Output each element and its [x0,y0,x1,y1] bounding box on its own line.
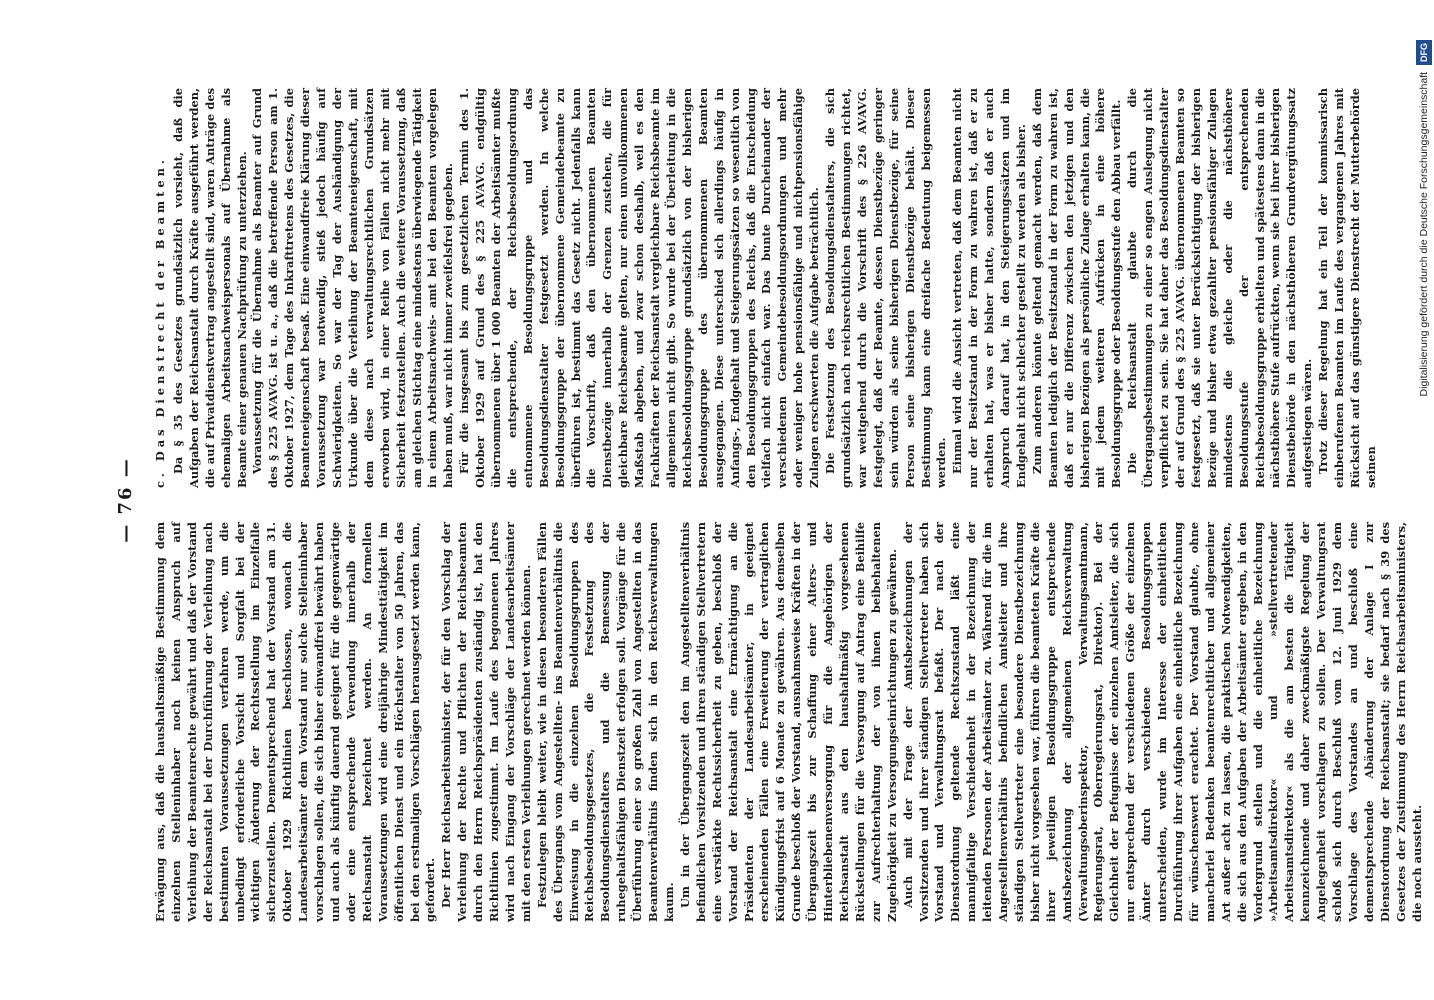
section-heading: c. Das Dienstrecht der Beamten. [153,156,167,488]
paragraph: Die Festsetzung des Besoldungsdienstalters, die sich grundsätzlich nach reichsrechtlichen Bestimmungen richtet, war weitgehend durch die Vorschrift des § 226 AVAVG. festgelegt, daß der Beamte, dessen Dienstbezüge geringer sein würden als seine bisherigen Dienstbezüge, für seine Person seine bisherigen Dienstbezüge behält. Dieser Bestimmung kann eine dreifache Bedeutung beigemessen werden. [823,88,949,488]
paragraph: Erwägung aus, daß die haushaltsmäßige Bestimmung dem einzelnen Stelleninhaber noch keinen Anspruch auf Verleihung der Beamtenrechte gewährt und daß der Vorstand der Reichsanstalt bei der Durchführung der Verleihung nach bestimmten Voraussetzungen verfahren werde, um die unbedingt erforderliche Vorsicht und Sorgfalt bei der wichtigen Änderung der Rechtsstellung im Einzelfalle sicherzustellen. Dementsprechend hat der Vorstand am 31. Oktober 1929 Richtlinien beschlossen, wonach die Landesarbeitsämter dem Vorstand nur solche Stelleninhaber vorschlagen sollen, die sich bisher einwandfrei bewährt haben und auch als künftig dauernd geeignet für die gegenwärtige oder eine entsprechende Verwendung innerhalb der Reichsanstalt bezeichnet werden. An formellen Voraussetzungen wird eine dreijährige Mindesttätigkeit im öffentlichen Dienst und ein Höchstalter von 50 Jahren, das bei den erstmaligen Vorschlägen herausgesetzt werden kann, gefordert. [153,522,438,922]
right-text-column [153,88,1380,488]
digitization-credit [1416,40,1432,960]
page-number-header: — 76 — [115,457,136,543]
paragraph: Festzulegen bleibt weiter, wie in diesen besonderen Fällen des Übergangs vom Angestellten- ins Beamtenverhältnis die Einweisung in die einzelnen Besoldungsgruppen des Reichsbesoldungsgesetzes, die Festsetzung des Besoldungsdienstalters und die Bemessung der ruhegehaltsfähigen Dienstzeit erfolgen soll. Vorgänge für die Überführung einer so großen Zahl von Angestellten in das Beamtenverhältnis finden sich in den Reichsverwaltungen kaum. [534,522,676,922]
left-text-column [153,522,1426,922]
paragraph: Trotz dieser Regelung hat ein Teil der kommissarisch einberufenen Beamten im Laufe des vergangenen Jahres mit Rücksicht auf das günstigere Dienstrecht der Mutterbehörde seinen [1316,88,1378,488]
paragraph: Da § 35 des Gesetzes grundsätzlich vorsieht, daß die Aufgaben der Reichsanstalt durch Kräfte ausgeführt werden, die auf Privatdienstvertrag angestellt sind, waren Anträge des ehemaligen Arbeitsnachweispersonals auf Übernahme als Beamte einer genauen Nachprüfung zu unterziehen. [170,88,249,488]
paragraph: Einmal wird die Ansicht vertreten, daß dem Beamten nicht nur der Besitzstand in der Form zu wahren ist, daß er zu erhalten hat, was er bisher hatte, sondern daß er auch Anspruch darauf hat, in den Steigerungssätzen und im Endgehalt nicht schlechter gestellt zu werden als bisher. [950,88,1028,488]
dfg-logo: DFG [1416,40,1432,65]
paragraph: Der Herr Reichsarbeitsminister, der für den Vorschlag der Verleihung der Rechte und Pflichten der Reichsbeamten durch den Herrn Reichspräsidenten zuständig ist, hat den Richtlinien zugestimmt. Im Laufe des begonnenen Jahres wird nach Eingang der Vorschläge der Landesarbeitsämter mit den ersten Verleihungen gerechnet werden können. [439,522,533,922]
paragraph: Auch mit der Frage der Amtsbezeichnungen der Vorsitzenden und ihrer ständigen Stellvertreter haben sich Vorstand und Verwaltungsrat befaßt. Der nach der Dienstordnung geltende Rechtszustand läßt eine mannigfaltige Verschiedenheit in der Bezeichnung der leitenden Personen der Arbeitsämter zu. Während für die im Angestelltenverhältnis befindlichen Amtsleiter und ihre ständigen Stellvertreter eine besondere Dienstbezeichnung bisher nicht vorgesehen war, führen die beamteten Kräfte die ihrer jeweiligen Besoldungsgruppe entsprechende Amtsbezeichnung der allgemeinen Reichsverwaltung (Verwaltungsoberinspektor, Verwaltungsamtmann, Regierungsrat, Oberregierungsrat, Direktor). Bei der Gleichheit der Befugnisse der einzelnen Amtsleiter, die sich nur entsprechend der verschiedenen Größe der einzelnen Ämter durch verschiedene Besoldungsgruppen unterscheiden, wurde im Interesse der einheitlichen Durchführung ihrer Aufgaben eine einheitliche Bezeichnung für wünschenswert erachtet. Der Vorstand glaubte, ohne mancherlei Bedenken beamtenrechtlicher und allgemeiner Art außer acht zu lassen, die praktischen Notwendigkeiten, die sich aus den Aufgaben der Arbeitsämter ergeben, in den Vordergrund stellen und die einheitliche Bezeichnung »Arbeitsamtsdirektor« und »stellvertretender Arbeitsamtsdirektor« als die am besten die Tätigkeit kennzeichnende und daher zweckmäßigste Regelung der Angelegenheit vorschlagen zu sollen. Der Verwaltungsrat schloß sich durch Beschluß vom 12. Juni 1929 dem Vorschlage des Vorstandes an und beschloß eine dementsprechende Abänderung der Anlage I zur Dienstordnung der Reichsanstalt; sie bedarf nach § 39 des Gesetzes der Zustimmung des Herrn Reichsarbeitsministers, die noch aussteht. [900,522,1424,922]
digitization-credit-text: Digitalisierung gefördert durch die Deutsche Forschungsgemeinschaft [1418,71,1430,397]
paragraph: Für die insgesamt bis zum gesetzlichen Termin des 1. Oktober 1929 auf Grund des § 225 AVAVG. endgültig übernommenen über 1 000 Beamten der Arbeitsämter mußte die entsprechende, der Reichsbesoldungsordnung entnommene Besoldungsgruppe und das Besoldungsdienstalter festgesetzt werden. In welche Besoldungsgruppe der übernommene Gemeindebeamte zu überführen ist, bestimmt das Gesetz nicht. Jedenfalls kann die Vorschrift, daß den übernommenen Beamten Dienstbezüge innerhalb der Grenzen zustehen, die für gleichbare Reichsbeamte gelten, nur einen unvollkommenen Maßstab abgeben, und zwar schon deshalb, weil es den Fachkräften der Reichsanstalt vergleichbare Reichsbeamte im allgemeinen nicht gibt. So wurde bei der Überleitung in die Reichsbesoldungsgruppe grundsätzlich von der bisherigen Besoldungsgruppe des übernommenen Beamten ausgegangen. Diese unterschied sich allerdings häufig in Anfangs-, Endgehalt und Steigerungssätzen so wesentlich von den Besoldungsgruppen des Reichs, daß die Entscheidung vielfach nicht einfach war. Das bunte Durcheinander der verschiedenen Gemeindebesoldungsordnungen und mehr oder weniger hohe pensionsfähige und nichtpensionsfähige Zulagen erschwerten die Aufgabe beträchtlich. [457,88,822,488]
paragraph: Um in der Übergangszeit den im Angestelltenverhältnis befindlichen Vorsitzenden und ihren ständigen Stellvertretern eine verstärkte Rechtssicherheit zu geben, beschloß der Vorstand der Reichsanstalt eine Ermächtigung an die Präsidenten der Landesarbeitsämter, in geeignet erscheinenden Fällen eine Erweiterung der vertraglichen Kündigungsfrist auf 6 Monate zu gewähren. Aus demselben Grunde beschloß der Vorstand, ausnahmsweise Kräften in der Übergangszeit bis zur Schaffung einer Alters- und Hinterbliebenenversorgung für die Angehörigen der Reichsanstalt aus den haushaltmäßig vorgesehenen Rückstellungen für die Versorgung auf Antrag eine Beihilfe zur Aufrechterhaltung der von ihnen beibehaltenen Zugehörigkeit zu Versorgungseinrichtungen zu gewähren. [677,522,899,922]
paragraph: Die Reichsanstalt glaubte durch die Übergangsbestimmungen zu einer so engen Auslegung nicht verpflichtet zu sein. Sie hat daher das Besoldungsdienstalter der auf Grund des § 225 AVAVG. übernommenen Beamten so festgesetzt, daß sie unter Berücksichtigung der bisherigen Bezüge und bisher etwa gezahlter pensionsfähiger Zulagen mindestens die gleiche oder die nächsthöhere Besoldungsstufe der entsprechenden Reichsbesoldungsgruppe erhielten und spätestens dann in die nächsthöhere Stufe aufrückten, wenn sie bei ihrer bisherigen Dienstbehörde in den nächsthöheren Grundvergütungssatz aufgestiegen wären. [1125,88,1315,488]
paragraph: Voraussetzung für die Übernahme als Beamter auf Grund des § 225 AVAVG. ist u. a., daß die betreffende Person am 1. Oktober 1927, dem Tage des Inkrafttretens des Gesetzes, die Beamteneigenschaft besaß. Eine einwandfreie Klärung dieser Voraussetzung war notwendig, stieß jedoch häufig auf Schwierigkeiten. So war der Tag der Aushändigung der Urkunde über die Verleihung der Beamteneigenschaft, mit dem diese nach verwaltungsrechtlichen Grundsätzen erworben wird, in einer Reihe von Fällen nicht mehr mit Sicherheit festzustellen. Auch die weitere Voraussetzung, daß am gleichen Stichtag eine mindestens überwiegende Tätigkeit in einem Arbeitsnachweis- amt bei den Beamten vorgelegen haben muß, war nicht immer zweifelsfrei gegeben. [250,88,456,488]
paragraph: Zum anderen könnte geltend gemacht werden, daß dem Beamten lediglich der Besitzstand in der Form zu wahren ist, daß er nur die Differenz zwischen den jetzigen und den bisherigen Bezügen als persönliche Zulage erhalten kann, die mit jedem weiteren Aufrücken in eine höhere Besoldungsgruppe oder Besoldungsstufe den Abbau verfällt. [1029,88,1124,488]
